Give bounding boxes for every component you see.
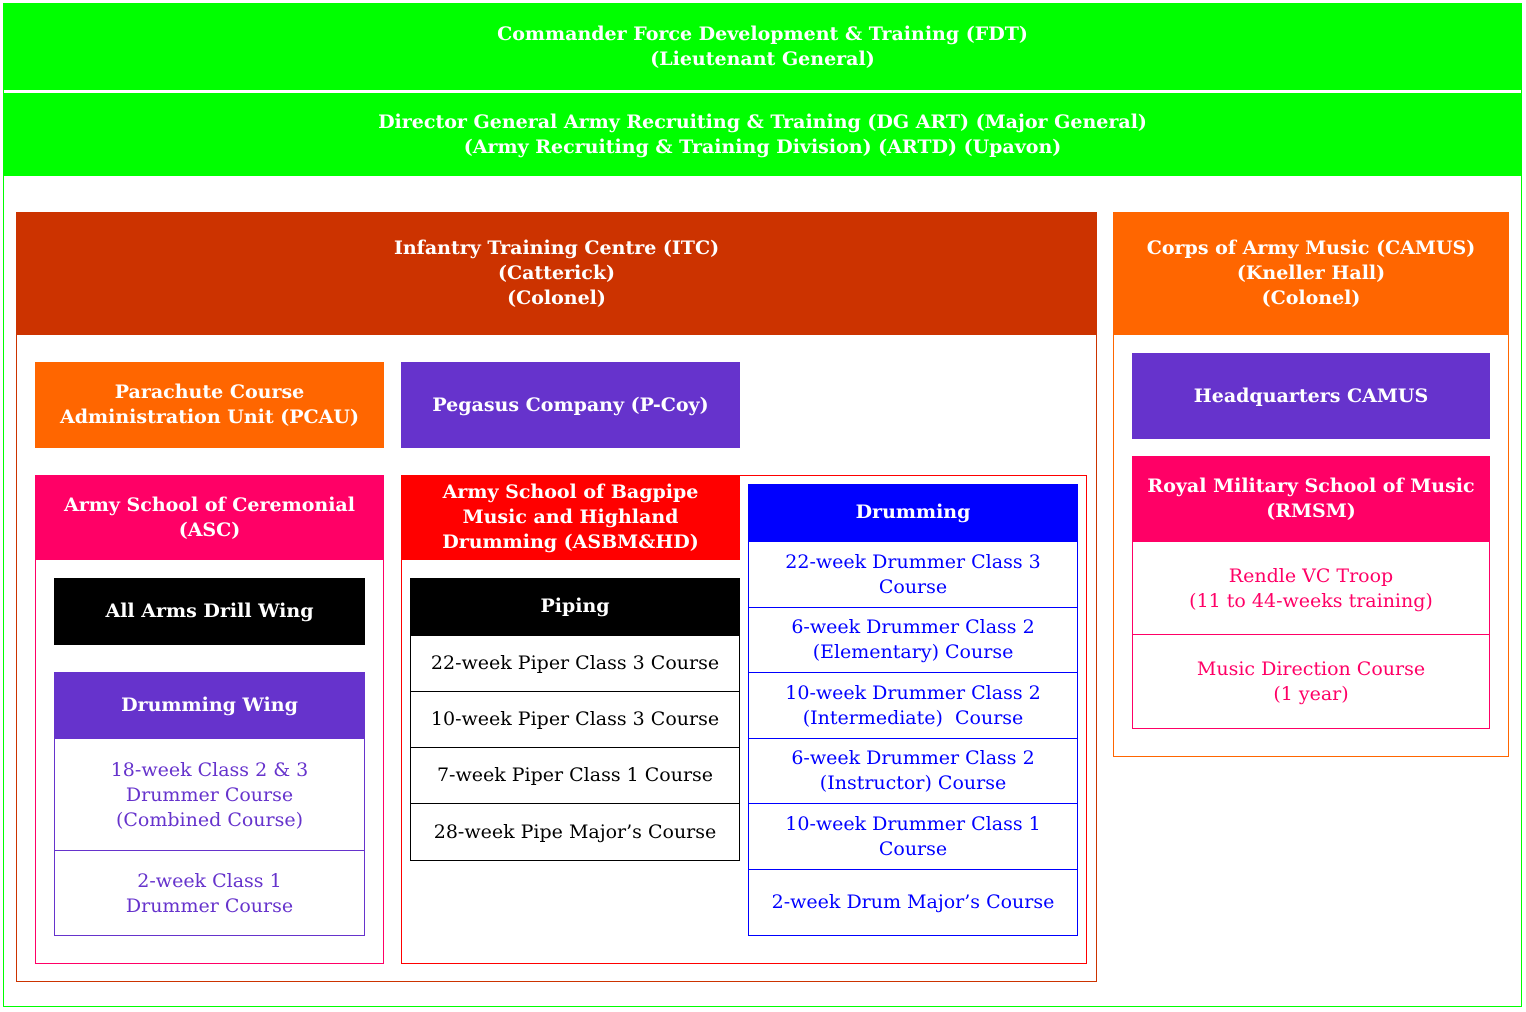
drumming-wing-header: [54, 672, 365, 739]
course-line: 6-week Drummer Class 2: [791, 616, 1035, 638]
drumming-course: [748, 869, 1078, 936]
asbmhd-line3: Drumming (ASBM&HD): [442, 531, 699, 553]
dgart-box: [3, 93, 1522, 176]
hq-camus-label: Headquarters CAMUS: [1193, 384, 1429, 407]
course-line: (Intermediate) Course: [802, 706, 1024, 729]
course-line: 6-week Drummer Class 2: [791, 747, 1035, 769]
piping-course: [410, 747, 740, 804]
course-line: 2-week Class 1: [137, 869, 282, 892]
piping-course: [410, 803, 740, 861]
rmsm-course: [1132, 542, 1490, 635]
itc-rank: (Colonel): [507, 287, 606, 309]
drumming-wing-course: [54, 739, 365, 851]
course-line: 10-week Drummer Class 1: [785, 812, 1041, 835]
course-line: (Instructor) Course: [819, 772, 1007, 794]
course-line: (1 year): [1273, 683, 1349, 705]
course-line: 22-week Drummer Class 3: [785, 550, 1041, 573]
course-line: (Combined Course): [115, 808, 304, 831]
course-line: 10-week Drummer Class 2: [785, 681, 1041, 704]
asc-abbrev: (ASC): [178, 518, 241, 541]
hq-camus-box: [1132, 353, 1490, 439]
pcau-box: [35, 362, 384, 448]
drumming-course: [748, 607, 1078, 673]
course-line: Drummer Course: [125, 783, 294, 806]
drumming-header: [748, 484, 1078, 541]
course-line: Rendle VC Troop: [1228, 564, 1394, 587]
fdt-rank: (Lieutenant General): [650, 47, 875, 70]
piping-header: [410, 578, 740, 635]
course-line: Music Direction Course: [1196, 658, 1426, 680]
course-line: 10-week Piper Class 3 Course: [430, 708, 720, 730]
camus-rank: (Colonel): [1261, 287, 1361, 309]
itc-header: [16, 212, 1097, 335]
rmsm-title: Royal Military School of Music: [1147, 475, 1475, 497]
course-line: (Elementary) Course: [812, 641, 1014, 663]
drumming-title: Drumming: [855, 501, 971, 523]
drumming-course: [748, 672, 1078, 739]
camus-title: Corps of Army Music (CAMUS): [1146, 237, 1476, 259]
drill-wing-box: [54, 578, 365, 645]
rmsm-course: [1132, 635, 1490, 729]
dgart-title: Director General Army Recruiting & Training (DG ART) (Major General): [378, 110, 1147, 133]
camus-header: [1113, 212, 1509, 335]
drumming-course: [748, 803, 1078, 870]
piping-title: Piping: [540, 595, 610, 617]
piping-course: [410, 635, 740, 692]
itc-location: (Catterick): [497, 262, 615, 284]
rmsm-abbrev: (RMSM): [1266, 500, 1356, 522]
pcoy-label: Pegasus Company (P-Coy): [432, 393, 709, 416]
dgart-division: (Army Recruiting & Training Division) (ARTD) (Upavon): [463, 135, 1062, 158]
drill-wing-label: All Arms Drill Wing: [105, 600, 314, 622]
asc-title: Army School of Ceremonial: [64, 493, 355, 516]
drumming-wing-course: [54, 851, 365, 936]
asc-header: [35, 475, 384, 560]
course-line: 22-week Piper Class 3 Course: [430, 652, 720, 674]
asbmhd-line1: Army School of Bagpipe: [442, 481, 699, 503]
drumming-course: [748, 541, 1078, 608]
fdt-box: [3, 3, 1522, 90]
course-line: 2-week Drum Major’s Course: [771, 891, 1055, 913]
pcoy-box: [401, 362, 740, 448]
course-line: (11 to 44-weeks training): [1189, 589, 1433, 612]
course-line: 18-week Class 2 & 3: [110, 758, 309, 781]
camus-location: (Kneller Hall): [1236, 262, 1386, 284]
piping-course: [410, 691, 740, 748]
course-line: 7-week Piper Class 1 Course: [436, 764, 714, 786]
course-line: Course: [878, 837, 948, 860]
asbmhd-header: [401, 475, 740, 560]
course-line: 28-week Pipe Major’s Course: [433, 820, 717, 843]
course-line: Drummer Course: [125, 894, 294, 917]
fdt-title: Commander Force Development & Training (FDT): [497, 22, 1028, 45]
itc-title: Infantry Training Centre (ITC): [393, 237, 720, 259]
course-line: Course: [878, 575, 948, 598]
rmsm-header: [1132, 456, 1490, 542]
drumming-course: [748, 738, 1078, 804]
pcau-line1: Parachute Course: [114, 381, 305, 403]
pcau-line2: Administration Unit (PCAU): [60, 406, 359, 428]
asbmhd-line2: Music and Highland: [462, 506, 679, 528]
drumming-wing-title: Drumming Wing: [121, 694, 298, 716]
